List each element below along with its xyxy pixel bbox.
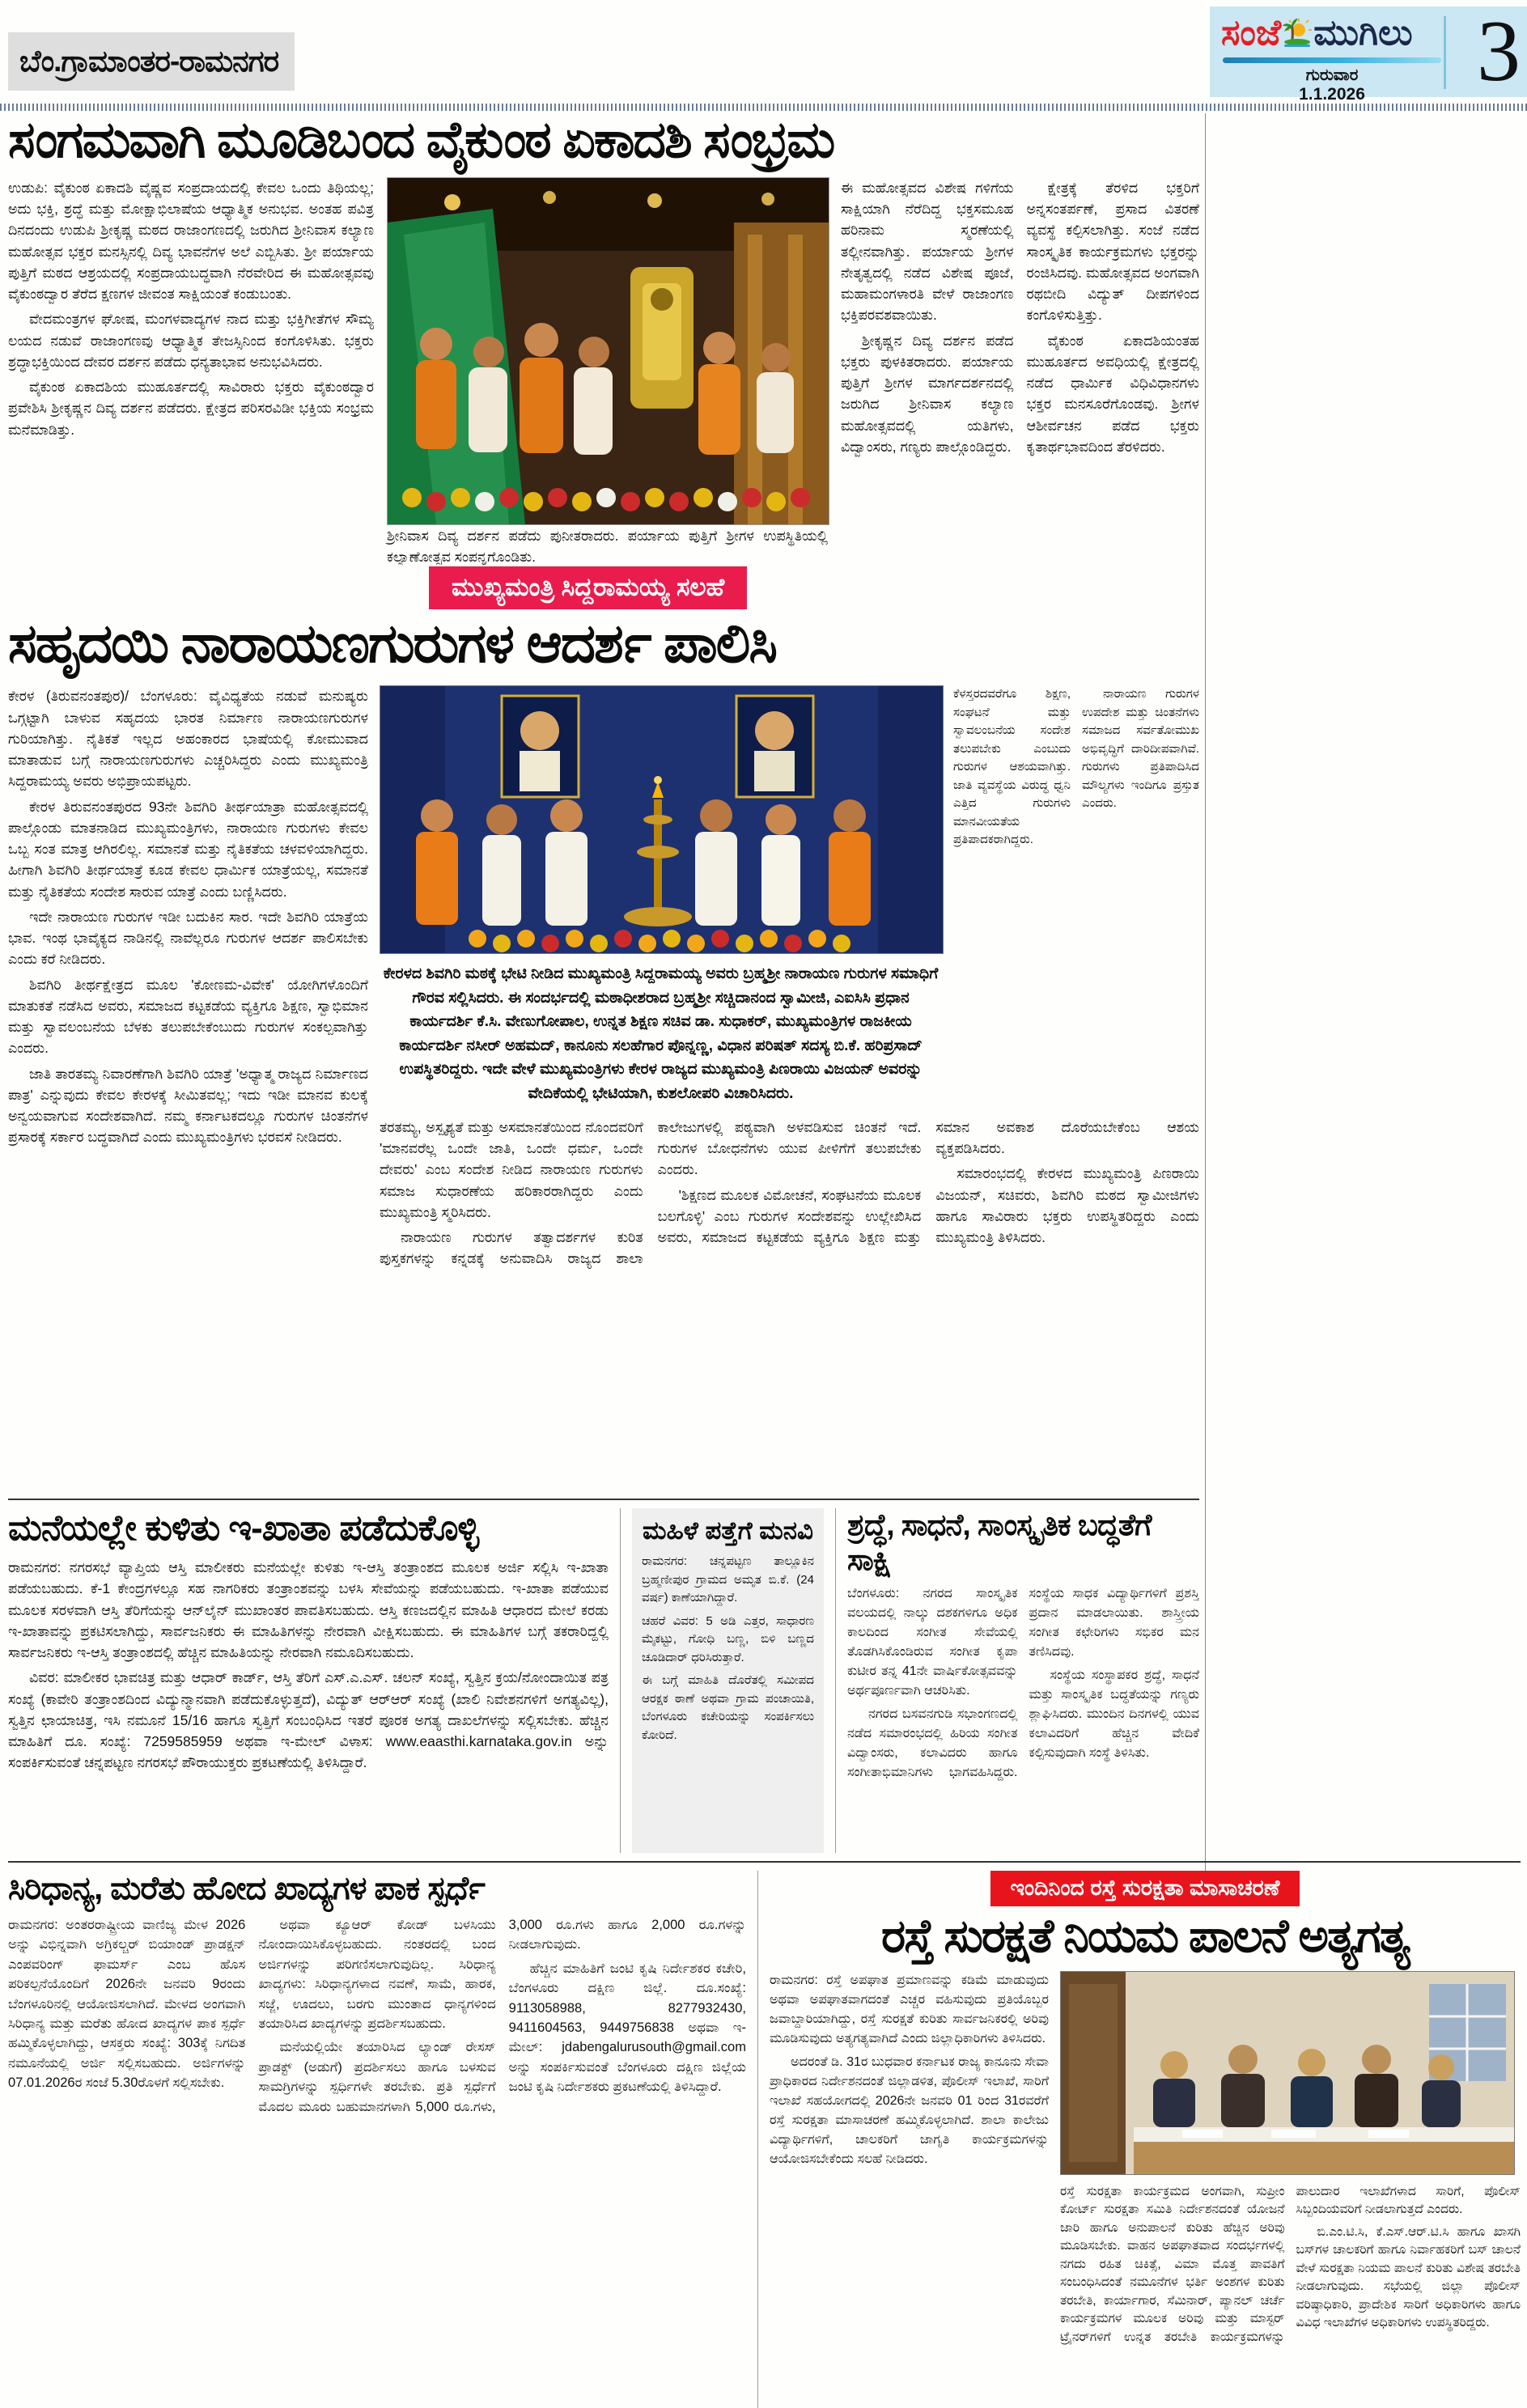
temple-ceremony-photo [387, 177, 829, 525]
cm-story [8, 566, 1199, 1494]
cm-right-columns: ಕೆಳಸ್ತರದವರೆಗೂ ಶಿಕ್ಷಣ, ಸಂಘಟನೆ ಮತ್ತು ಸ್ವಾವಲಂಬನೆಯ ಸಂದೇಶ ತಲುಪಬೇಕು ಎಂಬುದು ಗುರುಗಳ ಆಶಯವಾಗಿತ್ತು. ಜಾತಿ ವ್ಯವಸ್ಥೆಯ ವಿರುದ್ಧ ಧ್ವನಿ ಎತ್ತಿದ ಗುರುಗಳು ಮಾನವೀಯತೆಯ ಪ್ರತಿಪಾದಕರಾಗಿದ್ದರು. ನಾರಾಯಣ ಗುರುಗಳ ಉಪದೇಶ ಮತ್ತು ಚಿಂತನೆಗಳು ಸಮಾಜದ ಸರ್ವತೋಮುಖ ಅಭಿವೃದ್ಧಿಗೆ ದಾರಿದೀಪವಾಗಿವೆ. ಗುರುಗಳು ಪ್ರತಿಪಾದಿಸಿದ ಮೌಲ್ಯಗಳು ಇಂದಿಗೂ ಪ್ರಸ್ತುತ ಎಂದರು. [953, 687, 1199, 847]
bottom-row-2 [8, 1861, 1521, 2408]
column-divider [620, 1508, 621, 1853]
road-photo-block [1060, 1971, 1521, 2347]
missing-body: ರಾಮನಗರ: ಚನ್ನಪಟ್ಟಣ ತಾಲ್ಲೂಕಿನ ಬ್ರಹ್ಮಣೀಪುರ ಗ್ರಾಮದ ಅಮೃತ ಬಿ.ಕೆ. (24 ವರ್ಷ) ಕಾಣೆಯಾಗಿದ್ದಾರೆ. ಚಹರೆ ವಿವರ: 5 ಅಡಿ ಎತ್ತರ, ಸಾಧಾರಣ ಮೈಕಟ್ಟು, ಗೋಧಿ ಬಣ್ಣ, ಬಿಳಿ ಬಣ್ಣದ ಚೂಡಿದಾರ್ ಧರಿಸಿರುತ್ತಾರೆ. ಈ ಬಗ್ಗೆ ಮಾಹಿತಿ ದೊರೆತಲ್ಲಿ ಸಮೀಪದ ಆರಕ್ಷಕ ಠಾಣೆ ಅಥವಾ ಗ್ರಾಮ ಪಂಚಾಯಿತಿ, ಬೆಂಗಳೂರು ಕಚೇರಿಯನ್ನು ಸಂಪರ್ಕಿಸಲು ಕೋರಿದೆ. [642, 1554, 814, 1742]
ekhata-body: ರಾಮನಗರ: ನಗರಸಭೆ ವ್ಯಾಪ್ತಿಯ ಆಸ್ತಿ ಮಾಲೀಕರು ಮನೆಯಲ್ಲೇ ಕುಳಿತು ಇ-ಆಸ್ತಿ ತಂತ್ರಾಂಶದ ಮೂಲಕ ಅರ್ಜಿ ಸಲ್ಲಿಸಿ ಇ-ಖಾತಾ ಪಡೆಯಬಹುದು. ಕೆ-1 ಕೇಂದ್ರಗಳಲ್ಲೂ ಸಹ ನಾಗರಿಕರು ತಂತ್ರಾಂಶವನ್ನು ಬಳಸಿ ಸೇವೆಯನ್ನು ಪಡೆಯಬಹುದು. ಇ-ಖಾತಾ ಪಡೆಯುವ ಮೂಲಕ ಸರಳವಾಗಿ ಆಸ್ತಿ ತೆರಿಗೆಯನ್ನು ಆನ್‌ಲೈನ್ ಮುಖಾಂತರ ಪಾವತಿಸಬಹುದು. ಆಸ್ತಿ ಕಣಜದಲ್ಲಿನ ಮಾಹಿತಿ ಆಧಾರದ ಮೇಲೆ ಕರಡು ಇ-ಖಾತಾವನ್ನು ಪ್ರಕಟಿಸಲಾಗಿದ್ದು, ಸಾರ್ವಜನಿಕರು ಈ ಮಾಹಿತಿಗಳನ್ನು ನೇರವಾಗಿ ವೀಕ್ಷಿಸಬಹುದು. ಈ ಮಾಹಿತಿಗಳ ಬಗ್ಗೆ ತಕರಾರಿದ್ದಲ್ಲಿ ಸಾರ್ವಜನಿಕರು ಇ-ಆಸ್ತಿ ತಂತ್ರಾಂಶದಲ್ಲಿ ಹೆಚ್ಚಿನ ಮಾಹಿತಿಯನ್ನು ನೇರವಾಗಿ ನಮೂದಿಸಬಹುದು. ವಿವರ: ಮಾಲೀಕರ ಭಾವಚಿತ್ರ ಮತ್ತು ಆಧಾರ್ ಕಾರ್ಡ್, ಆಸ್ತಿ ತೆರಿಗೆ ಎಸ್.ಎ.ಎಸ್. ಚಲನ್ ಸಂಖ್ಯೆ, ಸ್ವತ್ತಿನ ಕ್ರಯ/ನೋಂದಾಯಿತ ಪತ್ರ ಸಂಖ್ಯೆ (ಕಾವೇರಿ ತಂತ್ರಾಂಶದಿಂದ ವಿದ್ಯುನ್ಮಾನವಾಗಿ ಪಡೆದುಕೊಳ್ಳುತ್ತದೆ), ವಿದ್ಯುತ್ ಆರ್‌ಆರ್ ಸಂಖ್ಯೆ (ಖಾಲಿ ನಿವೇಶನಗಳಿಗೆ ಅಗತ್ಯವಿಲ್ಲ), ಸ್ವತ್ತಿನ ಛಾಯಾಚಿತ್ರ, ಇಸಿ ನಮೂನೆ 15/16 ಹಾಗೂ ಸ್ವತ್ತಿಗೆ ಸಂಬಂಧಿಸಿದ ಇತರೆ ಪೂರಕ ಅಗತ್ಯ ದಾಖಲೆಗಳನ್ನು ಸಲ್ಲಿಸಬೇಕು. ಹೆಚ್ಚಿನ ಮಾಹಿತಿಗೆ ದೂ. ಸಂಖ್ಯೆ: 7259585959 ಅಥವಾ ಇ-ಮೇಲ್ ವಿಳಾಸ: www.eaasthi.karnataka.gov.in ಅನ್ನು ಸಂಪರ್ಕಿಸುವಂತೆ ಚನ್ನಪಟ್ಟಣ ನಗರಸಭೆ ಪೌರಾಯುಕ್ತರು ಪ್ರಕಟಣೆಯಲ್ಲಿ ತಿಳಿಸಿದ್ದಾರೆ. [8, 1559, 609, 1771]
logo-underline-swoosh [1223, 57, 1441, 63]
missing-headline: ಮಹಿಳೆ ಪತ್ತೆಗೆ ಮನವಿ [643, 1516, 813, 1545]
lead-left-column: ಉಡುಪಿ: ವೈಕುಂಠ ಏಕಾದಶಿ ವೈಷ್ಣವ ಸಂಪ್ರದಾಯದಲ್ಲಿ ಕೇವಲ ಒಂದು ತಿಥಿಯಲ್ಲ; ಅದು ಭಕ್ತಿ, ಶ್ರದ್ಧೆ ಮತ್ತು ಮೋಕ್ಷಾಭಿಲಾಷೆಯ ಆಧ್ಯಾತ್ಮಿಕ ಅನುಭವ. ಅಂತಹ ಪವಿತ್ರ ದಿನದಂದು ಉಡುಪಿ ಶ್ರೀಕೃಷ್ಣ ಮಠದ ರಾಜಾಂಗಣದಲ್ಲಿ ಜರುಗಿದ ಶ್ರೀನಿವಾಸ ಕಲ್ಯಾಣ ಮಹೋತ್ಸವ ಭಕ್ತರ ಮನಸ್ಸಿನಲ್ಲಿ ದಿವ್ಯ ಭಾವನೆಗಳ ಅಲೆ ಎಬ್ಬಿಸಿತು. ಶ್ರೀ ಪರ್ಯಾಯ ಪುತ್ತಿಗೆ ಮಠದ ಆಶ್ರಯದಲ್ಲಿ ಸಂಪ್ರದಾಯಬದ್ಧವಾಗಿ ನೆರವೇರಿದ ಈ ಮಹೋತ್ಸವವು ವೈಕುಂಠದ್ವಾರ ತೆರೆದ ಕ್ಷಣಗಳ ಜೀವಂತ ಸಾಕ್ಷಿಯಂತೆ ಕಂಡುಬಂತು. ವೇದಮಂತ್ರಗಳ ಘೋಷ, ಮಂಗಳವಾದ್ಯಗಳ ನಾದ ಮತ್ತು ಭಕ್ತಿಗೀತೆಗಳ ಸೌಮ್ಯ ಲಯದ ನಡುವೆ ರಾಜಾಂಗಣವು ಆಧ್ಯಾತ್ಮಿಕ ತೇಜಸ್ಸಿನಿಂದ ಕಂಗೊಳಿಸಿತು. ಭಕ್ತರು ಶ್ರದ್ಧಾಭಕ್ತಿಯಿಂದ ದೇವರ ದರ್ಶನ ಪಡೆದು ಧನ್ಯತಾಭಾವ ಅನುಭವಿಸಿದರು. ವೈಕುಂಠ ಏಕಾದಶಿಯ ಮುಹೂರ್ತದಲ್ಲಿ ಸಾವಿರಾರು ಭಕ್ತರು ವೈಕುಂಠದ್ವಾರ ಪ್ರವೇಶಿಸಿ ಶ್ರೀಕೃಷ್ಣನ ದಿವ್ಯ ದರ್ಶನ ಪಡೆದರು. ಕ್ಷೇತ್ರದ ಪರಿಸರವಿಡೀ ಭಕ್ತಿಯ ಸಂಭ್ರಮ ಮನೆಮಾಡಿತ್ತು. [8, 179, 374, 438]
bottom-row-1 [8, 1499, 1199, 1853]
music-body: ಬೆಂಗಳೂರು: ನಗರದ ಸಾಂಸ್ಕೃತಿಕ ವಲಯದಲ್ಲಿ ನಾಲ್ಕು ದಶಕಗಳಿಗೂ ಅಧಿಕ ಕಾಲದಿಂದ ಸಂಗೀತ ಸೇವೆಯಲ್ಲಿ ತೊಡಗಿಸಿಕೊಂಡಿರುವ ಸಂಗೀತ ಕೃಪಾ ಕುಟೀರ ತನ್ನ 41ನೇ ವಾರ್ಷಿಕೋತ್ಸವವನ್ನು ಅರ್ಥಪೂರ್ಣವಾಗಿ ಆಚರಿಸಿತು. ನಗರದ ಬಸವನಗುಡಿ ಸಭಾಂಗಣದಲ್ಲಿ ನಡೆದ ಸಮಾರಂಭದಲ್ಲಿ ಹಿರಿಯ ಸಂಗೀತ ವಿದ್ವಾಂಸರು, ಕಲಾವಿದರು ಹಾಗೂ ಸಂಗೀತಾಭಿಮಾನಿಗಳು ಭಾಗವಹಿಸಿದ್ದರು. ಸಂಸ್ಥೆಯ ಸಾಧಕ ವಿದ್ಯಾರ್ಥಿಗಳಿಗೆ ಪ್ರಶಸ್ತಿ ಪ್ರದಾನ ಮಾಡಲಾಯಿತು. ಶಾಸ್ತ್ರೀಯ ಸಂಗೀತ ಕಛೇರಿಗಳು ಸಭಿಕರ ಮನ ತಣಿಸಿದವು. ಸಂಸ್ಥೆಯ ಸಂಸ್ಥಾಪಕರ ಶ್ರದ್ಧೆ, ಸಾಧನೆ ಮತ್ತು ಸಾಂಸ್ಕೃತಿಕ ಬದ್ಧತೆಯನ್ನು ಗಣ್ಯರು ಶ್ಲಾಘಿಸಿದರು. ಮುಂದಿನ ದಿನಗಳಲ್ಲಿ ಯುವ ಕಲಾವಿದರಿಗೆ ಹೆಚ್ಚಿನ ವೇದಿಕೆ ಕಲ್ಪಿಸುವುದಾಗಿ ಸಂಸ್ಥೆ ತಿಳಿಸಿತು. [847, 1587, 1199, 1779]
rail-vertical-divider [1205, 113, 1206, 1871]
cm-bottom-columns: ತರತಮ್ಯ, ಅಸ್ಪೃಶ್ಯತೆ ಮತ್ತು ಅಸಮಾನತೆಯಿಂದ ನೊಂದವರಿಗೆ 'ಮಾನವರೆಲ್ಲ ಒಂದೇ ಜಾತಿ, ಒಂದೇ ಧರ್ಮ, ಒಂದೇ ದೇವರು' ಎಂಬ ಸಂದೇಶ ನೀಡಿದ ನಾರಾಯಣ ಗುರುಗಳು ಸಮಾಜ ಸುಧಾರಣೆಯ ಹರಿಕಾರರಾಗಿದ್ದರು ಎಂದು ಮುಖ್ಯಮಂತ್ರಿ ಸ್ಮರಿಸಿದರು. ನಾರಾಯಣ ಗುರುಗಳ ತತ್ವಾದರ್ಶಗಳ ಕುರಿತ ಪುಸ್ತಕಗಳನ್ನು ಕನ್ನಡಕ್ಕೆ ಅನುವಾದಿಸಿ ರಾಜ್ಯದ ಶಾಲಾ ಕಾಲೇಜುಗಳಲ್ಲಿ ಪಠ್ಯವಾಗಿ ಅಳವಡಿಸುವ ಚಿಂತನೆ ಇದೆ. ಗುರುಗಳ ಬೋಧನೆಗಳು ಯುವ ಪೀಳಿಗೆಗೆ ತಲುಪಬೇಕು ಎಂದರು. 'ಶಿಕ್ಷಣದ ಮೂಲಕ ವಿಮೋಚನೆ, ಸಂಘಟನೆಯ ಮೂಲಕ ಬಲಗೊಳ್ಳಿ' ಎಂಬ ಗುರುಗಳ ಸಂದೇಶವನ್ನು ಉಲ್ಲೇಖಿಸಿದ ಅವರು, ಸಮಾಜದ ಕಟ್ಟಕಡೆಯ ವ್ಯಕ್ತಿಗೂ ಶಿಕ್ಷಣ ಮತ್ತು ಸಮಾನ ಅವಕಾಶ ದೊರೆಯಬೇಕೆಂಬ ಆಶಯ ವ್ಯಕ್ತಪಡಿಸಿದರು. ಸಮಾರಂಭದಲ್ಲಿ ಕೇರಳದ ಮುಖ್ಯಮಂತ್ರಿ ಪಿಣರಾಯಿ ವಿಜಯನ್, ಸಚಿವರು, ಶಿವಗಿರಿ ಮಠದ ಸ್ವಾಮೀಜಿಗಳು ಹಾಗೂ ಸಾವಿರಾರು ಭಕ್ತರು ಉಪಸ್ಥಿತರಿದ್ದರು ಎಂದು ಮುಖ್ಯಮಂತ್ರಿ ತಿಳಿಸಿದರು. [380, 1118, 1199, 1267]
millet-headline: ಸಿರಿಧಾನ್ಯ, ಮರೆತು ಹೋದ ಖಾದ್ಯಗಳ ಪಾಕ ಸ್ಪರ್ಧೆ [8, 1871, 485, 1906]
ekhata-headline: ಮನೆಯಲ್ಲೇ ಕುಳಿತು ಇ-ಖಾತಾ ಪಡೆದುಕೊಳ್ಳಿ [8, 1508, 479, 1548]
officials-meeting-photo [1060, 1971, 1515, 2175]
lead-photo [387, 177, 828, 565]
lead-photo-below-text: ಶ್ರೀನಿವಾಸ ದಿವ್ಯ ದರ್ಶನ ಪಡೆದು ಪುನೀತರಾದರು. ಪರ್ಯಾಯ ಪುತ್ತಿಗೆ ಶ್ರೀಗಳ ಉಪಸ್ಥಿತಿಯಲ್ಲಿ ಕಲ್ಯಾಣೋತ್ಸವ ಸಂಪನ್ನಗೊಂಡಿತು. [387, 527, 828, 565]
cm-photo-block [380, 685, 942, 1105]
paper-name-part1: ಸಂಜೆ [1221, 13, 1282, 53]
column-divider [835, 1508, 836, 1853]
cm-headline: ಸಹೃದಯಿ ನಾರಾಯಣಗುರುಗಳ ಆದರ್ಶ ಪಾಲಿಸಿ [8, 613, 776, 674]
missing-person-notice [632, 1508, 824, 1853]
paper-name-part2: ಮುಗಿಲು [1313, 13, 1413, 53]
music-article [847, 1508, 1199, 1853]
lamp-lighting-photo [380, 685, 944, 954]
road-safety-kicker-badge: ಇಂದಿನಿಂದ ರಸ್ತೆ ಸುರಕ್ಷತಾ ಮಾಸಾಚರಣೆ [990, 1871, 1299, 1906]
millet-body: ರಾಮನಗರ: ಅಂತರರಾಷ್ಟ್ರೀಯ ವಾಣಿಜ್ಯ ಮೇಳ 2026 ಅನ್ನು ವಿಭಿನ್ನವಾಗಿ ಅಗ್ರಿಕಲ್ಚರ್ ಬಿಯಾಂಡ್ ಪ್ರಾಡಕ್ಷನ್ ಎಂಪವರಿಂಗ್ ಫಾಮರ್ಸ್ ಎಂಬ ಹೊಸ ಪರಿಕಲ್ಪನೆಯೊಂದಿಗೆ 2026ನೇ ಜನವರಿ 9ರಂದು ಬೆಂಗಳೂರಿನಲ್ಲಿ ಆಯೋಜಿಸಲಾಗಿದೆ. ಮೇಳದ ಅಂಗವಾಗಿ ಸಿರಿಧಾನ್ಯ ಮತ್ತು ಮರೆತು ಹೋದ ಖಾದ್ಯಗಳ ಪಾಕ ಸ್ಪರ್ಧೆ ಹಮ್ಮಿಕೊಳ್ಳಲಾಗಿದ್ದು, ಆಸಕ್ತರು ಸಂಖ್ಯೆ: 303ಕ್ಕೆ ನಿಗದಿತ ನಮೂನೆಯಲ್ಲಿ ಅರ್ಜಿ ಸಲ್ಲಿಸಬಹುದು. ಅರ್ಜಿಗಳನ್ನು 07.01.2026ರ ಸಂಜೆ 5.30ರೊಳಗೆ ಸಲ್ಲಿಸಬೇಕು. ಅಥವಾ ಕ್ಯೂಆರ್ ಕೋಡ್ ಬಳಸಿಯು ನೋಂದಾಯಿಸಿಕೊಳ್ಳಬಹುದು. ನಂತರದಲ್ಲಿ ಬಂದ ಅರ್ಜಿಗಳನ್ನು ಪರಿಗಣಿಸಲಾಗುವುದಿಲ್ಲ. ಸಿರಿಧಾನ್ಯ ಖಾದ್ಯಗಳು: ಸಿರಿಧಾನ್ಯಗಳಾದ ನವಣೆ, ಸಾಮೆ, ಹಾರಕ, ಸಜ್ಜೆ, ಊದಲು, ಬರಗು ಮುಂತಾದ ಧಾನ್ಯಗಳಿಂದ ತಯಾರಿಸಿದ ಖಾದ್ಯಗಳನ್ನು ಪ್ರದರ್ಶಿಸಬಹುದು. ಮನೆಯಲ್ಲಿಯೇ ತಯಾರಿಸಿದ ಲ್ಯಾಂಡ್ ರೇಸಸ್ ಪ್ರಾಡಕ್ಟ್ (ಅಡುಗೆ) ಪ್ರದರ್ಶಿಸಲು ಹಾಗೂ ಬಳಸುವ ಸಾಮಗ್ರಿಗಳನ್ನು ಸ್ಪರ್ಧಿಗಳೇ ತರಬೇಕು. ಪ್ರತಿ ಸ್ಪರ್ಧೆಗೆ ಮೊದಲ ಮೂರು ಬಹುಮಾನಗಳಾಗಿ 5,000 ರೂ.ಗಳು, 3,000 ರೂ.ಗಳು ಹಾಗೂ 2,000 ರೂ.ಗಳನ್ನು ನೀಡಲಾಗುವುದು. ಹೆಚ್ಚಿನ ಮಾಹಿತಿಗೆ ಜಂಟಿ ಕೃಷಿ ನಿರ್ದೇಶಕರ ಕಚೇರಿ, ಬೆಂಗಳೂರು ದಕ್ಷಿಣ ಜಿಲ್ಲೆ. ದೂ.ಸಂಖ್ಯೆ: 9113058988, 8277932430, 9411604563, 9449756838 ಅಥವಾ ಇ-ಮೇಲ್: jdabengalurusouth@gmail.com ಅನ್ನು ಸಂಪರ್ಕಿಸುವಂತೆ ಬೆಂಗಳೂರು ದಕ್ಷಿಣ ಜಿಲ್ಲೆಯ ಜಂಟಿ ಕೃಷಿ ನಿರ್ದೇಶಕರು ಪ್ರಕಟಣೆಯಲ್ಲಿ ತಿಳಿಸಿದ್ದಾರೆ. [8, 1918, 746, 2114]
region-edition-label: ಬೆಂ.ಗ್ರಾಮಾಂತರ-ರಾಮನಗರ [8, 32, 295, 91]
lead-story [8, 113, 1199, 565]
road-left-column: ರಾಮನಗರ: ರಸ್ತೆ ಅಪಘಾತ ಪ್ರಮಾಣವನ್ನು ಕಡಿಮೆ ಮಾಡುವುದು ಅಥವಾ ಅಪಘಾತವಾಗದಂತೆ ಎಚ್ಚರ ವಹಿಸುವುದು ಪ್ರತಿಯೊಬ್ಬರ ಜವಾಬ್ದಾರಿಯಾಗಿದ್ದು, ರಸ್ತೆ ಸುರಕ್ಷತೆ ಕುರಿತು ಸಾರ್ವಜನಿಕರಲ್ಲಿ ಅರಿವು ಮೂಡಿಸುವುದು ಅತ್ಯಗತ್ಯವಾಗಿದೆ ಎಂದು ಜಿಲ್ಲಾಧಿಕಾರಿಗಳು ತಿಳಿಸಿದರು. ಅದರಂತೆ ಡಿ. 31ರ ಬುಧವಾರ ಕರ್ನಾಟಕ ರಾಜ್ಯ ಕಾನೂನು ಸೇವಾ ಪ್ರಾಧಿಕಾರದ ನಿರ್ದೇಶನದಂತೆ ಜಿಲ್ಲಾಡಳಿತ, ಪೊಲೀಸ್ ಇಲಾಖೆ, ಸಾರಿಗೆ ಇಲಾಖೆ ಸಹಯೋಗದಲ್ಲಿ 2026ನೇ ಜನವರಿ 01 ರಿಂದ 31ರವರೆಗೆ ರಸ್ತೆ ಸುರಕ್ಷತಾ ಮಾಸಾಚರಣೆ ಹಮ್ಮಿಕೊಳ್ಳಲಾಗಿದೆ. ಶಾಲಾ ಕಾಲೇಜು ವಿದ್ಯಾರ್ಥಿಗಳಿಗೆ, ಚಾಲಕರಿಗೆ ಜಾಗೃತಿ ಕಾರ್ಯಕ್ರಮಗಳನ್ನು ಆಯೋಜಿಸಬೇಕೆಂದು ಸಲಹೆ ನೀಡಿದರು. [770, 1973, 1049, 2166]
weekday-label: ಗುರುವಾರ [1305, 66, 1359, 85]
masthead [1210, 3, 1527, 104]
cm-photo-caption: ಕೇರಳದ ಶಿವಗಿರಿ ಮಠಕ್ಕೆ ಭೇಟಿ ನೀಡಿದ ಮುಖ್ಯಮಂತ್ರಿ ಸಿದ್ದರಾಮಯ್ಯ ಅವರು ಬ್ರಹ್ಮಶ್ರೀ ನಾರಾಯಣ ಗುರುಗಳ ಸಮಾಧಿಗೆ ಗೌರವ ಸಲ್ಲಿಸಿದರು. ಈ ಸಂದರ್ಭದಲ್ಲಿ ಮಠಾಧೀಶರಾದ ಬ್ರಹ್ಮಶ್ರೀ ಸಚ್ಚಿದಾನಂದ ಸ್ವಾಮೀಜಿ, ಎಐಸಿಸಿ ಪ್ರಧಾನ ಕಾರ್ಯದರ್ಶಿ ಕೆ.ಸಿ. ವೇಣುಗೋಪಾಲ, ಉನ್ನತ ಶಿಕ್ಷಣ ಸಚಿವ ಡಾ. ಸುಧಾಕರ್, ಮುಖ್ಯಮಂತ್ರಿಗಳ ರಾಜಕೀಯ ಕಾರ್ಯದರ್ಶಿ ನಸೀರ್ ಅಹಮದ್, ಕಾನೂನು ಸಲಹೆಗಾರ ಪೊನ್ನಣ್ಣ, ವಿಧಾನ ಪರಿಷತ್ ಸದಸ್ಯ ಬಿ.ಕೆ. ಹರಿಪ್ರಸಾದ್ ಉಪಸ್ಥಿತರಿದ್ದರು. ಇದೇ ವೇಳೆ ಮುಖ್ಯಮಂತ್ರಿಗಳು ಕೇರಳ ರಾಜ್ಯದ ಮುಖ್ಯಮಂತ್ರಿ ಪಿಣರಾಯಿ ವಿಜಯನ್ ಅವರನ್ನು ವೇದಿಕೆಯಲ್ಲಿ ಭೇಟಿಯಾಗಿ, ಕುಶಲೋಪರಿ ವಿಚಾರಿಸಿದರು. [383, 965, 939, 1102]
road-safety-headline: ರಸ್ತೆ ಸುರಕ್ಷತೆ ನಿಯಮ ಪಾಲನೆ ಅತ್ಯಗತ್ಯ [881, 1910, 1409, 1962]
page-number-divider [1444, 16, 1446, 89]
cm-kicker-badge: ಮುಖ್ಯಮಂತ್ರಿ ಸಿದ್ದರಾಮಯ್ಯ ಸಲಹೆ [429, 566, 747, 609]
road-mid-columns: ರಸ್ತೆ ಸುರಕ್ಷತಾ ಕಾರ್ಯಕ್ರಮದ ಅಂಗವಾಗಿ, ಸುಪ್ರೀಂ ಕೋರ್ಟ್ ಸುರಕ್ಷತಾ ಸಮಿತಿ ನಿರ್ದೇಶನದಂತೆ ಯೋಜನೆ ಜಾರಿ ಹಾಗೂ ಅನುಪಾಲನೆ ಕುರಿತು ಹೆಚ್ಚಿನ ಅರಿವು ಮೂಡಿಸಬೇಕು. ವಾಹನ ಅಪಘಾತವಾದ ಸಂದರ್ಭಗಳಲ್ಲಿ ನಗದು ರಹಿತ ಚಿಕಿತ್ಸೆ, ವಿಮಾ ಮೊತ್ತ ಪಾವತಿಗೆ ಸಂಬಂಧಿಸಿದಂತೆ ನಮೂನೆಗಳ ಭರ್ತಿ ಅಂಶಗಳ ಕುರಿತು ತರಬೇತಿ, ಕಾರ್ಯಾಗಾರ, ಸೆಮಿನಾರ್, ಪ್ಯಾನಲ್ ಚರ್ಚೆ ಕಾರ್ಯಕ್ರಮಗಳ ಮೂಲಕ ಅರಿವು ಮತ್ತು ಮಾಸ್ಟರ್ ಟ್ರೈನರ್‌ಗಳಿಗೆ ಉನ್ನತ ತರಬೇತಿ ಕಾರ್ಯಕ್ರಮಗಳನ್ನು ಪಾಲುದಾರ ಇಲಾಖೆಗಳಾದ ಸಾರಿಗೆ, ಪೊಲೀಸ್ ಸಿಬ್ಬಂದಿಯವರಿಗೆ ನೀಡಲಾಗುತ್ತದೆ ಎಂದರು. ಬಿ.ಎಂ.ಟಿ.ಸಿ, ಕೆ.ಎಸ್.ಆರ್.ಟಿ.ಸಿ ಹಾಗೂ ಖಾಸಗಿ ಬಸ್‌ಗಳ ಚಾಲಕರಿಗೆ ಹಾಗೂ ನಿರ್ವಾಹಕರಿಗೆ ಬಸ್ ಚಾಲನೆ ವೇಳೆ ಸುರಕ್ಷತಾ ನಿಯಮ ಪಾಲನೆ ಕುರಿತು ವಿಶೇಷ ತರಬೇತಿ ನೀಡಲಾಗುವುದು. ಸಭೆಯಲ್ಲಿ ಜಿಲ್ಲಾ ಪೊಲೀಸ್ ವರಿಷ್ಠಾಧಿಕಾರಿ, ಪ್ರಾದೇಶಿಕ ಸಾರಿಗೆ ಅಧಿಕಾರಿಗಳು ಹಾಗೂ ವಿವಿಧ ಇಲಾಖೆಗಳ ಅಧಿಕಾರಿಗಳು ಉಪಸ್ಥಿತರಿದ್ದರು. [1060, 2184, 1521, 2344]
sun-palm-logo-icon [1281, 15, 1313, 55]
header-dotted-rule [0, 104, 1527, 111]
cm-left-column: ಕೇರಳ (ತಿರುವನಂತಪುರ)/ ಬೆಂಗಳೂರು: ವೈವಿಧ್ಯತೆಯ ನಡುವೆ ಮನುಷ್ಯರು ಒಗ್ಗಟ್ಟಾಗಿ ಬಾಳುವ ಸಹೃದಯ ಭಾರತ ನಿರ್ಮಾಣ ನಾರಾಯಣಗುರುಗಳ ಗುರಿಯಾಗಿತ್ತು. ನೈತಿಕತೆ ಇಲ್ಲದ ಅಹಂಕಾರದ ಭಾಷೆಯಲ್ಲಿ ಕೋಮುವಾದ ಮಾತಾಡುವ ಬಗ್ಗೆ ನಾರಾಯಣಗುರುಗಳು ಎಚ್ಚರಿಸಿದ್ದರು ಎಂದು ಮುಖ್ಯಮಂತ್ರಿ ಸಿದ್ದರಾಮಯ್ಯ ಅವರು ಅಭಿಪ್ರಾಯಪಟ್ಟರು. ಕೇರಳ ತಿರುವನಂತಪುರದ 93ನೇ ಶಿವಗಿರಿ ತೀರ್ಥಯಾತ್ರಾ ಮಹೋತ್ಸವದಲ್ಲಿ ಪಾಲ್ಗೊಂಡು ಮಾತನಾಡಿದ ಮುಖ್ಯಮಂತ್ರಿಗಳು, ನಾರಾಯಣ ಗುರುಗಳು ಕೇವಲ ಒಬ್ಬ ಸಂತ ಮಾತ್ರ ಆಗಿರಲಿಲ್ಲ. ಸಮಾನತೆ ಮತ್ತು ನೈತಿಕತೆಯ ಚಳವಳಿಯಾಗಿದ್ದರು. ಹೀಗಾಗಿ ಶಿವಗಿರಿ ತೀರ್ಥಯಾತ್ರೆ ಕೂಡ ಕೇವಲ ಧಾರ್ಮಿಕ ಯಾತ್ರೆಯಲ್ಲ, ಸಮಾನತೆ ಮತ್ತು ನೈತಿಕತೆಯ ಸಂದೇಶ ಸಾರುವ ಯಾತ್ರೆ ಎಂದು ಬಣ್ಣಿಸಿದರು. ಇದೇ ನಾರಾಯಣ ಗುರುಗಳ ಇಡೀ ಬದುಕಿನ ಸಾರ. ಇದೇ ಶಿವಗಿರಿ ಯಾತ್ರೆಯ ಭಾವ. ಇಂಥ ಭಾವೈಕ್ಯದ ನಾಡಿನಲ್ಲಿ ನಾವೆಲ್ಲರೂ ಗುರುಗಳ ಆದರ್ಶ ಪಾಲಿಸಬೇಕು ಎಂದು ಕರೆ ನೀಡಿದರು. ಶಿವಗಿರಿ ತೀರ್ಥಕ್ಷೇತ್ರದ ಮೂಲ 'ಕೋಣಮ-ವಿವೇಕ' ಯೋಗಿಗಳೊಂದಿಗೆ ಮಾತುಕತೆ ನಡೆಸಿದ ಅವರು, ಸಮಾಜದ ಕಟ್ಟಕಡೆಯ ವ್ಯಕ್ತಿಗೂ ಶಿಕ್ಷಣ, ಸ್ವಾಭಿಮಾನ ಮತ್ತು ಸ್ವಾವಲಂಬನೆಯ ಬೆಳಕು ತಲುಪಬೇಕೆಂಬುದು ಗುರುಗಳ ಸಂಕಲ್ಪವಾಗಿತ್ತು ಎಂದರು. ಜಾತಿ ತಾರತಮ್ಯ ನಿವಾರಣೆಗಾಗಿ ಶಿವಗಿರಿ ಯಾತ್ರೆ 'ಅಧ್ಯಾತ್ಮ ರಾಜ್ಯದ ನಿರ್ಮಾಣದ ಪಾತ್ರ' ಎನ್ನುವುದು ಕೇವಲ ಕೇರಳಕ್ಕೆ ಸೀಮಿತವಲ್ಲ; ಇದು ಇಡೀ ಮಾನವ ಕುಲಕ್ಕೆ ಅನ್ವಯವಾಗುವ ಸಂದೇಶವಾಗಿದೆ. ನಮ್ಮ ಕರ್ನಾಟಕದಲ್ಲೂ ಗುರುಗಳ ಚಿಂತನೆಗಳ ಪ್ರಸಾರಕ್ಕೆ ಸರ್ಕಾರ ಬದ್ಧವಾಗಿದೆ ಎಂದು ಮುಖ್ಯಮಂತ್ರಿಗಳು ಭರವಸೆ ನೀಡಿದರು. [8, 688, 368, 1146]
millet-article [8, 1871, 746, 2408]
column-divider [757, 1871, 758, 2408]
page-number: 3 [1477, 3, 1521, 100]
date-label: 1.1.2026 [1299, 85, 1365, 104]
lead-right-columns: ಈ ಮಹೋತ್ಸವದ ವಿಶೇಷ ಗಳಿಗೆಯ ಸಾಕ್ಷಿಯಾಗಿ ನೆರೆದಿದ್ದ ಭಕ್ತಸಮೂಹ ಹರಿನಾಮ ಸ್ಮರಣೆಯಲ್ಲಿ ತಲ್ಲೀನವಾಗಿತ್ತು. ಪರ್ಯಾಯ ಶ್ರೀಗಳ ನೇತೃತ್ವದಲ್ಲಿ ನಡೆದ ವಿಶೇಷ ಪೂಜೆ, ಮಹಾಮಂಗಳಾರತಿ ವೇಳೆ ರಾಜಾಂಗಣ ಭಕ್ತಿಪರವಶವಾಯಿತು. ಶ್ರೀಕೃಷ್ಣನ ದಿವ್ಯ ದರ್ಶನ ಪಡೆದ ಭಕ್ತರು ಪುಳಕಿತರಾದರು. ಪರ್ಯಾಯ ಪುತ್ತಿಗೆ ಶ್ರೀಗಳ ಮಾರ್ಗದರ್ಶನದಲ್ಲಿ ಜರುಗಿದ ಶ್ರೀನಿವಾಸ ಕಲ್ಯಾಣ ಮಹೋತ್ಸವದಲ್ಲಿ ಯತಿಗಳು, ವಿದ್ವಾಂಸರು, ಗಣ್ಯರು ಪಾಲ್ಗೊಂಡಿದ್ದರು. ಕ್ಷೇತ್ರಕ್ಕೆ ತೆರಳಿದ ಭಕ್ತರಿಗೆ ಅನ್ನಸಂತರ್ಪಣೆ, ಪ್ರಸಾದ ವಿತರಣೆ ವ್ಯವಸ್ಥೆ ಕಲ್ಪಿಸಲಾಗಿತ್ತು. ಸಂಜೆ ನಡೆದ ಸಾಂಸ್ಕೃತಿಕ ಕಾರ್ಯಕ್ರಮಗಳು ಭಕ್ತರನ್ನು ರಂಜಿಸಿದವು. ಮಹೋತ್ಸವದ ಅಂಗವಾಗಿ ರಥಬೀದಿ ವಿದ್ಯುತ್ ದೀಪಗಳಿಂದ ಕಂಗೊಳಿಸುತ್ತಿತ್ತು. ವೈಕುಂಠ ಏಕಾದಶಿಯಂತಹ ಮುಹೂರ್ತದ ಅವಧಿಯಲ್ಲಿ ಕ್ಷೇತ್ರದಲ್ಲಿ ನಡೆದ ಧಾರ್ಮಿಕ ವಿಧಿವಿಧಾನಗಳು ಭಕ್ತರ ಮನಸೂರೆಗೊಂಡವು. ಶ್ರೀಗಳ ಆಶೀರ್ವಚನ ಪಡೆದ ಭಕ್ತರು ಕೃತಾರ್ಥಭಾವದಿಂದ ತೆರಳಿದರು. [841, 179, 1199, 455]
music-headline: ಶ್ರದ್ಧೆ, ಸಾಧನೆ, ಸಾಂಸ್ಕೃತಿಕ ಬದ್ಧತೆಗೆ ಸಾಕ್ಷಿ [847, 1508, 1152, 1576]
ekhata-article [8, 1508, 609, 1853]
lead-headline: ಸಂಗಮವಾಗಿ ಮೂಡಿಬಂದ ವೈಕುಂಠ ಏಕಾದಶಿ ಸಂಭ್ರಮ [8, 113, 834, 168]
road-safety-article [770, 1871, 1521, 2408]
